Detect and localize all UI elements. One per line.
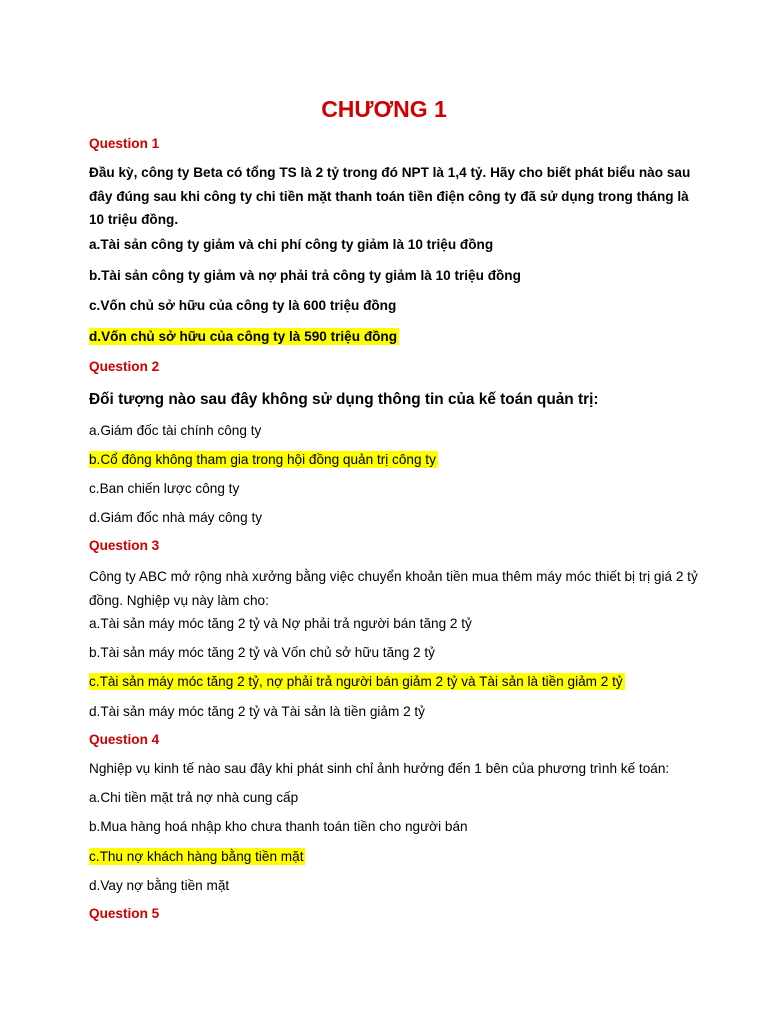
question-1-option-d-answer [89, 326, 399, 347]
answer-highlight: b.Cổ đông không tham gia trong hội đồng quản trị công ty [89, 452, 436, 467]
question-1-option-c: c.Vốn chủ sở hữu của công ty là 600 triệu đồng [89, 298, 397, 313]
answer-highlight: d.Vốn chủ sở hữu của công ty là 590 triệu đồng [89, 329, 398, 344]
answer-highlight: c.Thu nợ khách hàng bằng tiền mặt [89, 849, 304, 864]
question-1-text: Đầu kỳ, công ty Beta có tổng TS là 2 tỷ trong đó NPT là 1,4 tỷ. Hãy cho biết phát biểu nào sau đây đúng sau khi công ty chi tiền mặt thanh toán tiền điện công ty đã sử dụng trong tháng là 10 triệu đồng. [89, 165, 691, 227]
question-2-option-c: c.Ban chiến lược công ty [89, 481, 240, 496]
question-3-option-a: a.Tài sản máy móc tăng 2 tỷ và Nợ phải trả người bán tăng 2 tỷ [89, 616, 472, 631]
question-1-label: Question 1 [89, 136, 160, 151]
chapter-title: CHƯƠNG 1 [321, 96, 447, 122]
question-3-option-d: d.Tài sản máy móc tăng 2 tỷ và Tài sản là tiền giảm 2 tỷ [89, 704, 425, 719]
answer-highlight: c.Tài sản máy móc tăng 2 tỷ, nợ phải trả người bán giảm 2 tỷ và Tài sản là tiền giảm 2 tỷ [89, 674, 623, 689]
question-4-option-b: b.Mua hàng hoá nhập kho chưa thanh toán tiền cho người bán [89, 819, 468, 834]
question-1-option-a: a.Tài sản công ty giảm và chi phí công ty giảm là 10 triệu đồng [89, 237, 494, 252]
question-2-label: Question 2 [89, 359, 160, 374]
question-4-text: Nghiệp vụ kinh tế nào sau đây khi phát sinh chỉ ảnh hưởng đến 1 bên của phương trình kế toán: [89, 761, 670, 776]
question-5-label: Question 5 [89, 906, 160, 921]
question-4-option-c-answer [89, 846, 305, 867]
question-2-option-b-answer [89, 449, 438, 470]
question-3-label: Question 3 [89, 538, 160, 553]
question-2-option-a: a.Giám đốc tài chính công ty [89, 423, 262, 438]
question-4-option-d: d.Vay nợ bằng tiền mặt [89, 878, 230, 893]
question-4-option-a: a.Chi tiền mặt trả nợ nhà cung cấp [89, 790, 299, 805]
question-2-text: Đối tượng nào sau đây không sử dụng thông tin của kế toán quản trị: [89, 391, 599, 408]
question-3-option-b: b.Tài sản máy móc tăng 2 tỷ và Vốn chủ sở hữu tăng 2 tỷ [89, 645, 435, 660]
question-3-option-c-answer [89, 671, 625, 692]
question-4-label: Question 4 [89, 732, 160, 747]
question-2-option-d: d.Giám đốc nhà máy công ty [89, 510, 263, 525]
question-3-text: Công ty ABC mở rộng nhà xưởng bằng việc chuyển khoản tiền mua thêm máy móc thiết bị trị giá 2 tỷ đồng. Nghiệp vụ này làm cho: [89, 569, 698, 608]
question-1-option-b: b.Tài sản công ty giảm và nợ phải trả công ty giảm là 10 triệu đồng [89, 268, 521, 283]
